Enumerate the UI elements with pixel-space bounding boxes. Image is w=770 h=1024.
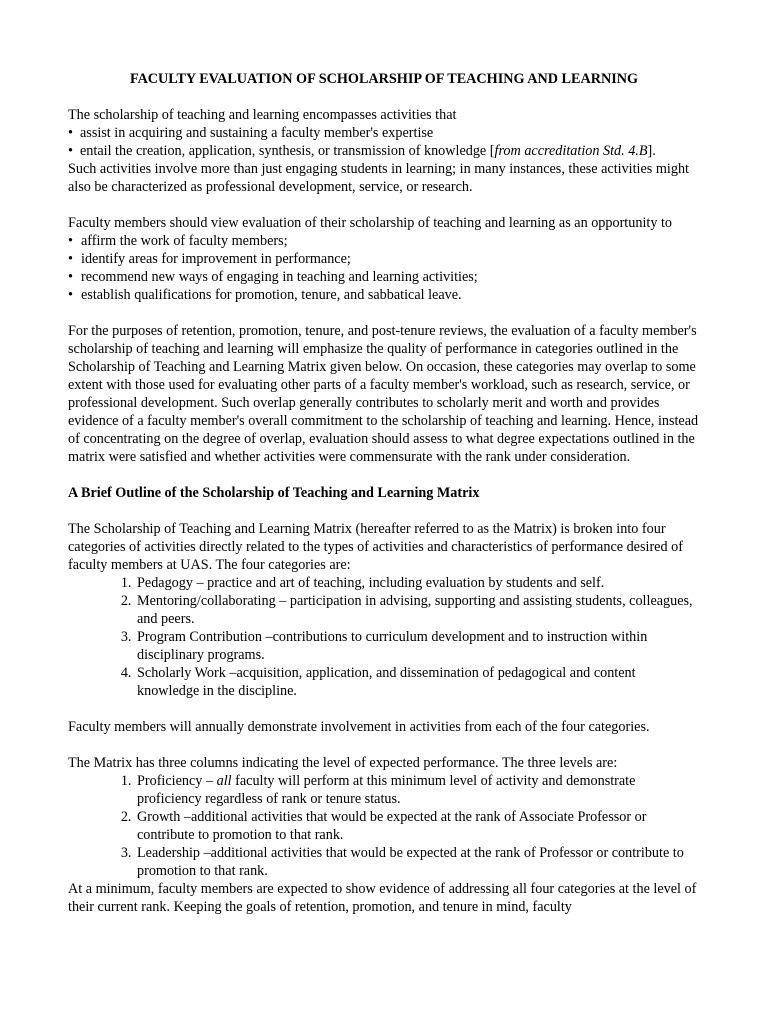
level-text: Proficiency –	[137, 773, 217, 789]
category-item: 4. Scholarly Work –acquisition, application, and dissemination of pedagogical and content knowledge in the discipline.	[135, 664, 700, 700]
level-item	[135, 772, 700, 808]
levels-lead: The Matrix has three columns indicating the level of expected performance. The three levels are:	[68, 755, 618, 771]
category-item: 1. Pedagogy – practice and art of teaching, including evaluation by students and self.	[135, 574, 700, 592]
intro-bullet-text: entail the creation, application, synthesis, or transmission of knowledge [	[80, 143, 495, 159]
intro-lead: The scholarship of teaching and learning encompasses activities that	[68, 107, 457, 123]
level-item: 2. Growth –additional activities that would be expected at the rank of Associate Professor or contribute to promotion to that rank.	[135, 808, 700, 844]
opportunity-list	[68, 232, 700, 304]
outline-heading: A Brief Outline of the Scholarship of Teaching and Learning Matrix	[68, 485, 480, 501]
matrix-lead: The Scholarship of Teaching and Learning Matrix (hereafter referred to as the Matrix) is broken into four categories of activities directly related to the types of activities and characteristics of performance desired of faculty members at UAS. The four categories are:	[68, 521, 683, 573]
level-emphasis: all	[216, 773, 232, 789]
document-title: FACULTY EVALUATION OF SCHOLARSHIP OF TEACHING AND LEARNING	[129, 71, 639, 87]
opportunity-item: • affirm the work of faculty members;	[68, 232, 700, 250]
intro-bullet	[68, 124, 700, 142]
level-item: 3. Leadership –additional activities that would be expected at the rank of Professor or contribute to promotion to that rank.	[135, 844, 700, 880]
annual-paragraph: Faculty members will annually demonstrate involvement in activities from each of the four categories.	[68, 719, 650, 735]
matrix-section	[68, 520, 700, 700]
intro-bullet	[68, 142, 700, 160]
intro-bullets	[68, 124, 700, 160]
level-text: faculty will perform at this minimum level of activity and demonstrate proficiency regardless of rank or tenure status.	[137, 773, 636, 807]
levels-list	[68, 772, 700, 880]
opportunity-lead: Faculty members should view evaluation of their scholarship of teaching and learning as an opportunity to	[68, 215, 673, 231]
opportunity-item: • establish qualifications for promotion, tenure, and sabbatical leave.	[68, 286, 700, 304]
category-item: 2. Mentoring/collaborating – participation in advising, supporting and assisting students, colleagues, and peers.	[135, 592, 700, 628]
closing-paragraph: At a minimum, faculty members are expected to show evidence of addressing all four categories at the level of their current rank. Keeping the goals of retention, promotion, and tenure in mind, faculty	[68, 881, 697, 915]
opportunity-item: • identify areas for improvement in performance;	[68, 250, 700, 268]
accreditation-reference: from accreditation Std. 4.B	[494, 143, 648, 159]
category-list	[68, 574, 700, 700]
intro-tail: Such activities involve more than just engaging students in learning; in many instances, these activities might also be characterized as professional development, service, or research.	[68, 161, 689, 195]
category-item: 3. Program Contribution –contributions to curriculum development and to instruction within disciplinary programs.	[135, 628, 700, 664]
opportunity-item: • recommend new ways of engaging in teaching and learning activities;	[68, 268, 700, 286]
purposes-paragraph: For the purposes of retention, promotion, tenure, and post-tenure reviews, the evaluation of a faculty member's scholarship of teaching and learning will emphasize the quality of performance in categories outlined in the Scholarship of Teaching and Learning Matrix given below. On occasion, these categories may overlap to some extent with those used for evaluating other parts of a faculty member's workload, such as research, service, or professional development. Such overlap generally contributes to scholarly merit and worth and provides evidence of a faculty member's overall commitment to the scholarship of teaching and learning. Hence, instead of concentrating on the degree of overlap, evaluation should assess to what degree expectations outlined in the matrix were satisfied and whether activities were commensurate with the rank under consideration.	[68, 323, 699, 465]
intro-bullet-text: assist in acquiring and sustaining a faculty member's expertise	[80, 125, 434, 141]
opportunity-section	[68, 214, 700, 304]
intro-section	[68, 106, 700, 196]
levels-section	[68, 754, 700, 916]
intro-bullet-text: ].	[647, 143, 656, 159]
